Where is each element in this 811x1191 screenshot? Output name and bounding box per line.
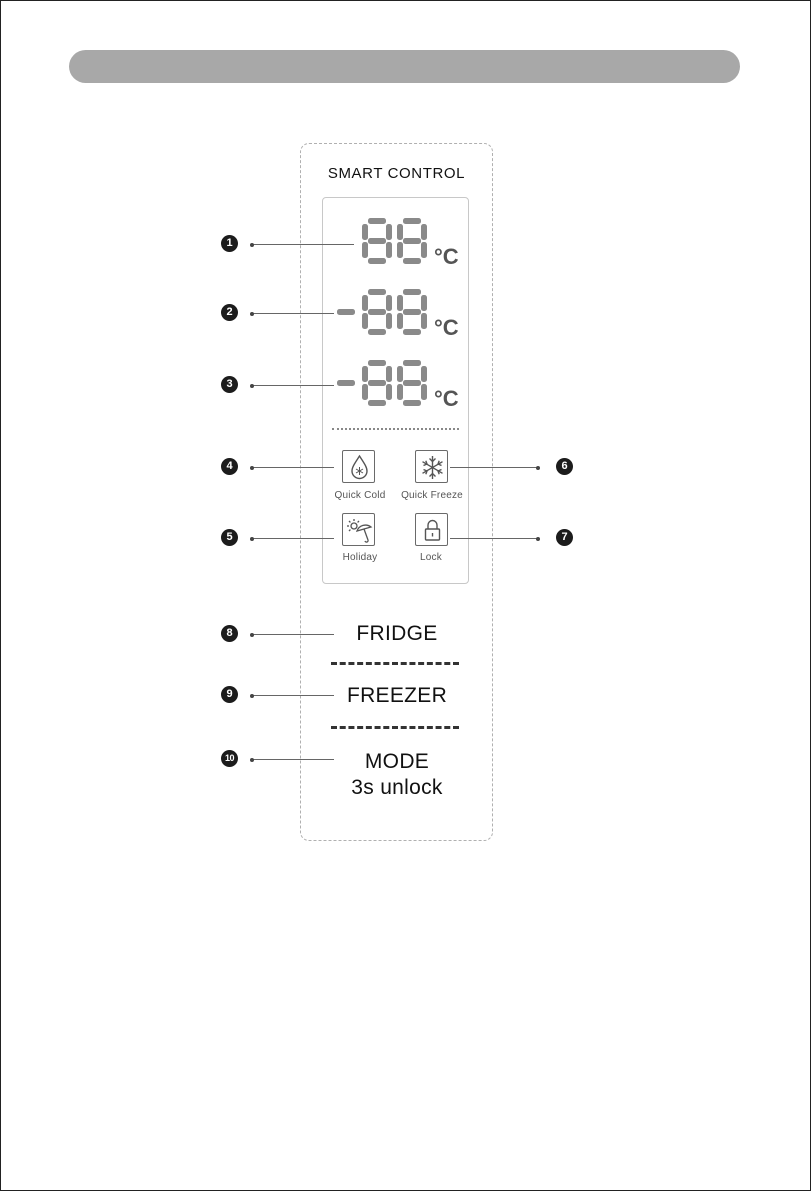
- display-segment: [386, 384, 392, 400]
- callout-leader-line: [252, 467, 334, 468]
- callout-number: 3: [221, 376, 238, 393]
- display-segment: [386, 242, 392, 258]
- callout-number: 4: [221, 458, 238, 475]
- display-digit: [397, 360, 427, 406]
- callout-dot: [250, 758, 254, 762]
- display-segment: [362, 224, 368, 240]
- callout-dot: [250, 537, 254, 541]
- display-segment: [403, 400, 421, 406]
- display-segment: [397, 224, 403, 240]
- display-segment: [397, 295, 403, 311]
- display-segment: [386, 295, 392, 311]
- display-segment: [386, 366, 392, 382]
- callout-dot: [250, 466, 254, 470]
- display-segment: [403, 258, 421, 264]
- mode-button[interactable]: [330, 750, 464, 804]
- display-segment: [368, 289, 386, 295]
- button-divider: [331, 662, 459, 665]
- display-segment: [397, 313, 403, 329]
- display-segment: [368, 218, 386, 224]
- display-segment: [386, 224, 392, 240]
- display-segment: [403, 360, 421, 366]
- display-segment: [403, 238, 421, 244]
- callout-number: 8: [221, 625, 238, 642]
- lock-label: Lock: [420, 552, 442, 563]
- display-segment: [403, 218, 421, 224]
- padlock-icon: [415, 513, 448, 546]
- callout-leader-line: [450, 467, 538, 468]
- display-segment: [397, 242, 403, 258]
- callout-dot: [536, 537, 540, 541]
- water-drop-snowflake-icon: [342, 450, 375, 483]
- callout-dot: [250, 312, 254, 316]
- celsius-unit: °C: [434, 244, 459, 269]
- quick-cold-label: Quick Cold: [334, 490, 386, 501]
- display-segment: [421, 224, 427, 240]
- display-segment: [368, 258, 386, 264]
- callout-dot: [250, 694, 254, 698]
- callout-dot: [250, 384, 254, 388]
- display-segment: [368, 309, 386, 315]
- callout-leader-line: [252, 695, 334, 696]
- callout-leader-line: [252, 634, 334, 635]
- display-segment: [368, 329, 386, 335]
- callout-dot: [536, 466, 540, 470]
- callout-number: 2: [221, 304, 238, 321]
- mode-button-label: MODE: [364, 750, 430, 773]
- callout-number: 6: [556, 458, 573, 475]
- display-segment: [368, 238, 386, 244]
- display-digit: [397, 218, 427, 264]
- sun-umbrella-icon: [342, 513, 375, 546]
- display-segment: [386, 313, 392, 329]
- callout-leader-line: [450, 538, 538, 539]
- display-digit: [362, 289, 392, 335]
- callout-number: 7: [556, 529, 573, 546]
- display-segment: [368, 380, 386, 386]
- display-segment: [362, 384, 368, 400]
- display-segment: [403, 329, 421, 335]
- callout-leader-line: [252, 538, 334, 539]
- display-segment: [421, 366, 427, 382]
- callout-leader-line: [252, 385, 334, 386]
- display-segment: [362, 295, 368, 311]
- display-segment: [397, 366, 403, 382]
- snowflake-icon: [415, 450, 448, 483]
- display-segment: [403, 289, 421, 295]
- display-segment: [421, 295, 427, 311]
- panel-title: SMART CONTROL: [327, 165, 466, 182]
- display-segment: [421, 242, 427, 258]
- holiday-label: Holiday: [342, 552, 378, 563]
- display-segment: [368, 400, 386, 406]
- display-divider: [332, 428, 459, 430]
- callout-dot: [250, 243, 254, 247]
- display-segment: [421, 384, 427, 400]
- callout-number: 9: [221, 686, 238, 703]
- minus-sign: [337, 380, 355, 386]
- fridge-button[interactable]: FRIDGE: [356, 622, 438, 645]
- button-divider: [331, 726, 459, 729]
- callout-leader-line: [252, 244, 354, 245]
- callout-leader-line: [252, 759, 334, 760]
- mode-unlock-hint: 3s unlock: [351, 776, 443, 799]
- display-segment: [403, 380, 421, 386]
- quick-freeze-label: Quick Freeze: [401, 490, 463, 501]
- celsius-unit: °C: [434, 315, 459, 340]
- freezer-button[interactable]: FREEZER: [346, 684, 448, 707]
- callout-number: 10: [221, 750, 238, 767]
- display-segment: [362, 313, 368, 329]
- display-segment: [403, 309, 421, 315]
- minus-sign: [337, 309, 355, 315]
- display-segment: [368, 360, 386, 366]
- display-digit: [362, 218, 392, 264]
- callout-leader-line: [252, 313, 334, 314]
- display-segment: [362, 366, 368, 382]
- celsius-unit: °C: [434, 386, 459, 411]
- callout-dot: [250, 633, 254, 637]
- callout-number: 1: [221, 235, 238, 252]
- callout-number: 5: [221, 529, 238, 546]
- display-digit: [397, 289, 427, 335]
- display-segment: [362, 242, 368, 258]
- display-digit: [362, 360, 392, 406]
- display-segment: [397, 384, 403, 400]
- display-segment: [421, 313, 427, 329]
